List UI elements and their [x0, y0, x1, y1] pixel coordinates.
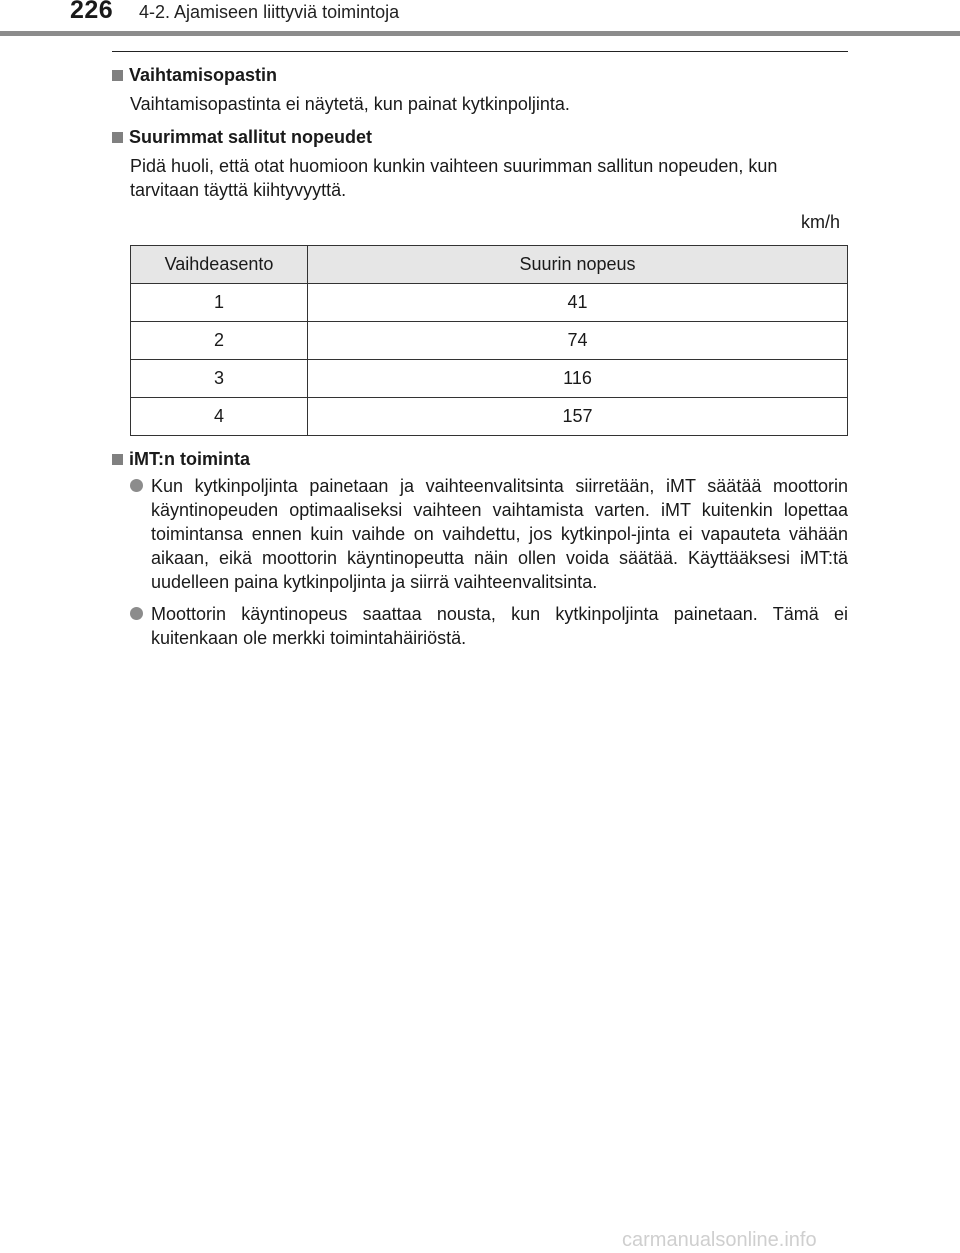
watermark-text: carmanualsonline.info: [622, 1230, 817, 1250]
page-number: 226: [70, 0, 114, 24]
circle-bullet-icon: [130, 607, 143, 620]
section-title: iMT:n toiminta: [129, 449, 250, 469]
table-header-row: [131, 246, 848, 284]
table-row: [131, 398, 848, 436]
page-content: [112, 62, 848, 650]
max-speed-table: [130, 245, 848, 436]
speed-cell: 116: [308, 360, 848, 398]
section-heading-max-speeds: [112, 124, 848, 150]
section-divider: [112, 51, 848, 52]
chapter-title: 4-2. Ajamiseen liittyviä toimintoja: [139, 2, 400, 22]
section-title: Suurimmat sallitut nopeudet: [129, 127, 373, 147]
table-row: [131, 322, 848, 360]
square-bullet-icon: [112, 454, 123, 465]
gear-cell: 4: [131, 398, 308, 436]
shift-indicator-text: Vaihtamisopastinta ei näytetä, kun painat kytkinpoljinta.: [130, 94, 570, 114]
section-title: Vaihtamisopastin: [129, 65, 278, 85]
gear-cell: 2: [131, 322, 308, 360]
table-row: [131, 284, 848, 322]
square-bullet-icon: [112, 70, 123, 81]
header-bar: [0, 31, 960, 36]
speed-unit-label: km/h: [800, 212, 840, 232]
list-item: [130, 602, 848, 650]
imt-bullet-text: Kun kytkinpoljinta painetaan ja vaihteenvalitsinta siirretään, iMT säätää moottorin käyntinopeuden optimaaliseksi vaihteen vaihtamista varten. iMT kuitenkin lopettaa toimintansa ennen kuin vaihde on vaihdettu, jos kytkinpol-jinta ei vapauteta vähään aikaan, eikä moottorin käyntinopeutta näin ollen voida säätää. Käyttääksesi iMT:tä uudelleen paina kytkinpoljinta ja siirrä vaihteenvalitsinta.: [151, 476, 848, 592]
speed-cell: 157: [308, 398, 848, 436]
gear-cell: 3: [131, 360, 308, 398]
table-row: [131, 360, 848, 398]
section-heading-shift-indicator: [112, 62, 848, 88]
column-header-max-speed: Suurin nopeus: [308, 246, 848, 284]
square-bullet-icon: [112, 132, 123, 143]
gear-cell: 1: [131, 284, 308, 322]
speed-cell: 41: [308, 284, 848, 322]
speed-cell: 74: [308, 322, 848, 360]
max-speeds-text: Pidä huoli, että otat huomioon kunkin vaihteen suurimman sallitun nopeuden, kun tarvitaan täyttä kiihtyvyyttä.: [130, 156, 778, 200]
section-heading-imt: [112, 446, 848, 472]
imt-bullet-text: Moottorin käyntinopeus saattaa nousta, kun kytkinpoljinta painetaan. Tämä ei kuitenkaan ole merkki toimintahäiriöstä.: [151, 604, 848, 648]
list-item: [130, 474, 848, 594]
circle-bullet-icon: [130, 479, 143, 492]
watermark-logo: [622, 1230, 952, 1250]
column-header-gear: Vaihdeasento: [131, 246, 308, 284]
